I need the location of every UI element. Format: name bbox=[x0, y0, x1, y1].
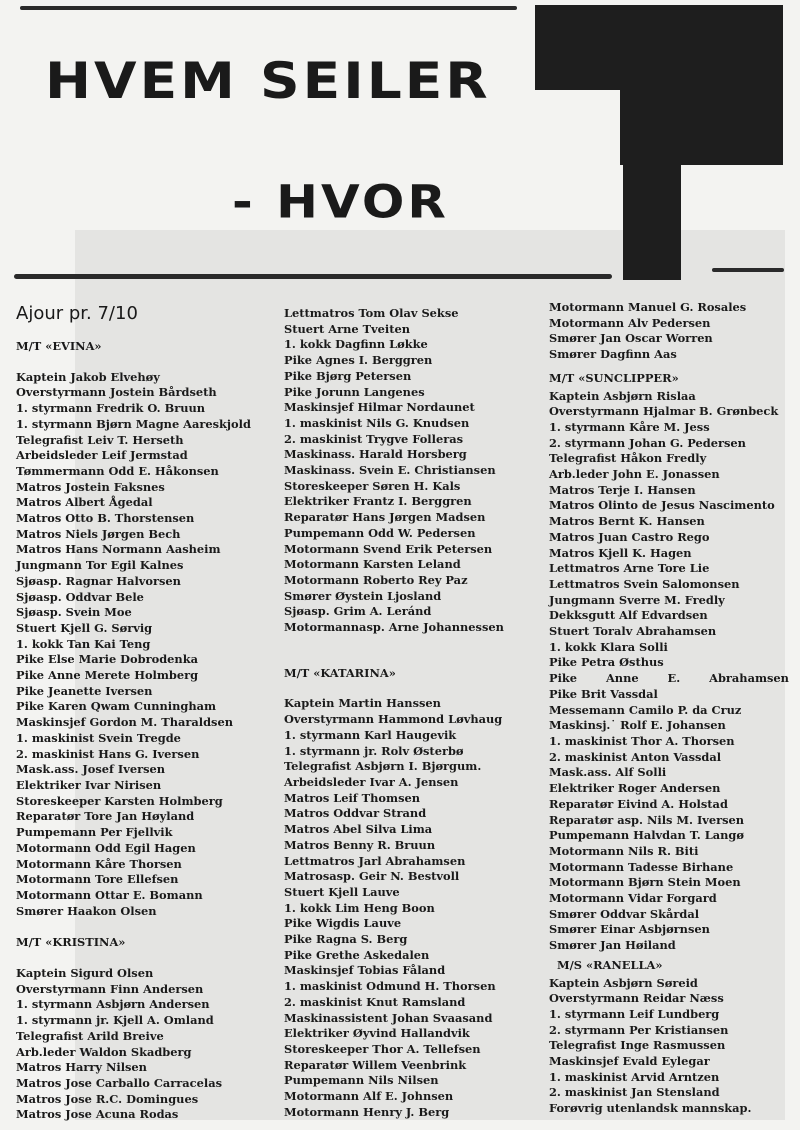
list-item: Forøvrig utenlandsk mannskap. bbox=[549, 1101, 752, 1116]
list-item: 1. styrmann jr. Kjell A. Omland bbox=[16, 1013, 214, 1028]
list-item: Overstyrmann Finn Andersen bbox=[16, 981, 204, 996]
list-item: Reparatør asp. Nils M. Iversen bbox=[549, 812, 745, 827]
list-item: 1. styrmann jr. Rolv Østerbø bbox=[284, 743, 464, 758]
list-item: Smører Haakon Olsen bbox=[16, 903, 157, 918]
list-item: Overstyrmann Hjalmar B. Grønbeck bbox=[549, 404, 779, 419]
list-item: Lettmatros Arne Tore Lie bbox=[549, 561, 710, 576]
list-item: Matros Harry Nilsen bbox=[16, 1060, 147, 1075]
list-item: Kaptein Asbjørn Rislaa bbox=[549, 388, 696, 403]
list-item-spread: Pike Anne E. Abrahamsen bbox=[549, 671, 789, 686]
list-item: Telegrafist Arild Breive bbox=[16, 1028, 164, 1043]
list-item: Motormann Odd Egil Hagen bbox=[16, 840, 196, 855]
list-item: Motormann Nils R. Biti bbox=[549, 843, 699, 858]
list-item: Maskinassistent Johan Svaasand bbox=[284, 1010, 493, 1025]
list-item: Maskinsjef Hilmar Nordaunet bbox=[284, 400, 475, 415]
list-item: Pumpemann Odd W. Pedersen bbox=[284, 525, 476, 540]
list-item: Matros Otto B. Thorstensen bbox=[16, 511, 195, 526]
list-item: Smører Jan Oscar Worren bbox=[549, 331, 713, 346]
crew-list bbox=[284, 696, 539, 1120]
list-item: Matros Terje I. Hansen bbox=[549, 482, 696, 497]
list-item: Matros Jose Carballo Carracelas bbox=[16, 1075, 222, 1090]
list-item: Overstyrmann Hammond Løvhaug bbox=[284, 712, 503, 727]
crew-list bbox=[16, 370, 278, 920]
list-item: 1. maskinist Arvid Arntzen bbox=[549, 1069, 720, 1084]
list-item: Storeskeeper Søren H. Kals bbox=[284, 478, 461, 493]
list-item: Tømmermann Odd E. Håkonsen bbox=[16, 463, 219, 478]
list-item: Motormann Tore Ellefsen bbox=[16, 872, 179, 887]
list-item: Sjøasp. Ragnar Halvorsen bbox=[16, 573, 181, 588]
page-subtitle: - HVOR bbox=[232, 176, 449, 229]
list-item: Telegrafist Asbjørn I. Bjørgum. bbox=[284, 759, 482, 774]
list-item: Elektriker Frantz I. Berggren bbox=[284, 494, 472, 509]
list-item: 1. styrmann Fredrik O. Bruun bbox=[16, 401, 206, 416]
list-item: Pumpemann Per Fjellvik bbox=[16, 825, 173, 840]
list-item: Smører Dagfinn Aas bbox=[549, 347, 677, 362]
list-item: Pike Petra Østhus bbox=[549, 655, 664, 670]
crew-list bbox=[549, 300, 794, 363]
ship-heading: M/T «KATARINA» bbox=[284, 665, 396, 680]
list-item: 2. styrmann Johan G. Pedersen bbox=[549, 435, 746, 450]
list-item: Pumpemann Nils Nilsen bbox=[284, 1073, 439, 1088]
list-item: Matros Bernt K. Hansen bbox=[549, 514, 705, 529]
list-item: Lettmatros Tom Olav Sekse bbox=[284, 306, 459, 320]
list-item: 2. maskinist Hans G. Iversen bbox=[16, 746, 200, 761]
list-item: Mask.ass. Alf Solli bbox=[549, 765, 667, 780]
list-item: Motormann Henry J. Berg bbox=[284, 1104, 450, 1119]
ship-heading: M/T «KRISTINA» bbox=[16, 935, 126, 950]
list-item: Maskinass. Svein E. Christiansen bbox=[284, 463, 496, 478]
top-rule bbox=[20, 6, 517, 10]
list-item: Kaptein Asbjørn Søreid bbox=[549, 975, 698, 990]
list-item: Maskinass. Harald Horsberg bbox=[284, 447, 467, 462]
crew-list bbox=[549, 389, 794, 672]
list-item: Matrosasp. Geir N. Bestvoll bbox=[284, 869, 460, 884]
list-item: Sjøasp. Oddvar Bele bbox=[16, 589, 144, 604]
list-item: Storeskeeper Thor A. Tellefsen bbox=[284, 1041, 481, 1056]
list-item: Smører Oddvar Skårdal bbox=[549, 906, 700, 921]
list-item: Pike Ragna S. Berg bbox=[284, 932, 408, 947]
list-item: Matros Jose Acuna Rodas bbox=[16, 1107, 179, 1122]
list-item: Telegrafist Håkon Fredly bbox=[549, 451, 707, 466]
list-item: Sjøasp. Svein Moe bbox=[16, 605, 132, 620]
title-rule bbox=[14, 274, 612, 279]
column-2 bbox=[284, 306, 539, 1120]
list-item: Pike Jeanette Iversen bbox=[16, 683, 153, 698]
logo-notch bbox=[535, 90, 620, 168]
list-item: Stuert Toralv Abrahamsen bbox=[549, 624, 717, 639]
list-item: Motormann Roberto Rey Paz bbox=[284, 572, 468, 587]
list-item: 1. maskinist Thor A. Thorsen bbox=[549, 733, 735, 748]
list-item: 1. maskinist Odmund H. Thorsen bbox=[284, 979, 496, 994]
list-item: Maskinsjef Tobias Fåland bbox=[284, 963, 446, 978]
crew-list bbox=[549, 687, 794, 954]
ship-heading: M/S «RANELLA» bbox=[557, 957, 663, 972]
list-item: Stuert Kjell Lauve bbox=[284, 884, 400, 899]
list-item: Pike Agnes I. Berggren bbox=[284, 353, 433, 368]
list-item: Pike Brit Vassdal bbox=[549, 686, 658, 701]
list-item: Pike Karen Qwam Cunningham bbox=[16, 699, 217, 714]
list-item: Motormann Manuel G. Rosales bbox=[549, 300, 747, 314]
crew-list bbox=[549, 976, 794, 1117]
title-rule-right bbox=[712, 268, 784, 272]
list-item: Pumpemann Halvdan T. Langø bbox=[549, 828, 744, 843]
list-item: Pike Grethe Askedalen bbox=[284, 947, 430, 962]
crew-list bbox=[284, 306, 539, 636]
list-item: Matros Jose R.C. Domingues bbox=[16, 1091, 199, 1106]
page-title: HVEM SEILER bbox=[45, 52, 491, 110]
list-item: Mask.ass. Josef Iversen bbox=[16, 762, 166, 777]
list-item: 1. styrmann Kåre M. Jess bbox=[549, 419, 710, 434]
list-item: Pike Else Marie Dobrodenka bbox=[16, 652, 198, 667]
list-item: Arbeidsleder Ivar A. Jensen bbox=[284, 774, 459, 789]
ship-heading: M/T «SUNCLIPPER» bbox=[549, 370, 679, 385]
list-item: 1. kokk Tan Kai Teng bbox=[16, 636, 151, 651]
list-item: Matros Albert Ågedal bbox=[16, 495, 153, 510]
list-item: Arb.leder Waldon Skadberg bbox=[16, 1044, 192, 1059]
list-item: Maskinsj.˙ Rolf E. Johansen bbox=[549, 718, 726, 733]
list-item: 2. maskinist Knut Ramsland bbox=[284, 994, 466, 1009]
list-item: Motormann Karsten Leland bbox=[284, 557, 461, 572]
list-item: Kaptein Martin Hanssen bbox=[284, 696, 441, 711]
list-item: Sjøasp. Grim A. Leránd bbox=[284, 604, 432, 619]
list-item: Lettmatros Svein Salomonsen bbox=[549, 576, 740, 591]
list-item: Kaptein Sigurd Olsen bbox=[16, 966, 154, 981]
list-item: Elektriker Øyvind Hallandvik bbox=[284, 1026, 470, 1041]
list-item: Arb.leder John E. Jonassen bbox=[549, 467, 720, 482]
list-item: Storeskeeper Karsten Holmberg bbox=[16, 793, 223, 808]
list-item: 1. styrmann Leif Lundberg bbox=[549, 1006, 720, 1021]
list-item: 1. styrmann Karl Haugevik bbox=[284, 727, 457, 742]
list-item: Messemann Camilo P. da Cruz bbox=[549, 702, 742, 717]
list-item: Pike Jorunn Langenes bbox=[284, 384, 425, 399]
list-item: Pike Anne Merete Holmberg bbox=[16, 668, 199, 683]
list-item: Smører Øystein Ljosland bbox=[284, 588, 442, 603]
list-item: Reparatør Tore Jan Høyland bbox=[16, 809, 195, 824]
list-item: Pike Bjørg Petersen bbox=[284, 368, 412, 383]
list-item: Matros Abel Silva Lima bbox=[284, 822, 433, 837]
list-item: Telegrafist Leiv T. Herseth bbox=[16, 432, 184, 447]
list-item: 1. styrmann Bjørn Magne Aareskjold bbox=[16, 416, 251, 431]
list-item: Motormann Alv Pedersen bbox=[549, 315, 711, 330]
list-item: Pike Wigdis Lauve bbox=[284, 916, 402, 931]
list-item: Matros Leif Thomsen bbox=[284, 790, 421, 805]
list-item: Jungmann Sverre M. Fredly bbox=[549, 592, 725, 607]
list-item: Motormann Tadesse Birhane bbox=[549, 859, 734, 874]
logo-stem bbox=[623, 164, 681, 280]
list-item: 2. maskinist Anton Vassdal bbox=[549, 749, 722, 764]
list-item: Stuert Kjell G. Sørvig bbox=[16, 620, 153, 635]
list-item: Overstyrmann Jostein Bårdseth bbox=[16, 385, 217, 400]
list-item: Matros Hans Normann Aasheim bbox=[16, 542, 221, 557]
list-item: Matros Kjell K. Hagen bbox=[549, 545, 692, 560]
list-item: Matros Niels Jørgen Bech bbox=[16, 526, 181, 541]
list-item: Smører Einar Asbjørnsen bbox=[549, 922, 710, 937]
list-item: Stuert Arne Tveiten bbox=[284, 321, 411, 336]
list-item: Reparatør Hans Jørgen Madsen bbox=[284, 510, 486, 525]
list-item: Smører Jan Høiland bbox=[549, 938, 676, 953]
list-item: 2. maskinist Trygve Folleras bbox=[284, 431, 463, 446]
list-item: 2. maskinist Jan Stensland bbox=[549, 1085, 720, 1100]
list-item: 1. maskinist Svein Tregde bbox=[16, 730, 181, 745]
list-item: Overstyrmann Reidar Næss bbox=[549, 991, 724, 1006]
list-item: Motormannasp. Arne Johannessen bbox=[284, 620, 504, 635]
list-item: Matros Benny R. Bruun bbox=[284, 837, 436, 852]
list-item: Motormann Bjørn Stein Moen bbox=[549, 875, 741, 890]
list-item: Kaptein Jakob Elvehøy bbox=[16, 369, 160, 384]
list-item: Motormann Vidar Forgard bbox=[549, 891, 717, 906]
list-item: Motormann Ottar E. Bomann bbox=[16, 887, 203, 902]
list-item: Arbeidsleder Leif Jermstad bbox=[16, 448, 188, 463]
list-item: Reparatør Eivind A. Holstad bbox=[549, 796, 728, 811]
ajour-date: Ajour pr. 7/10 bbox=[16, 303, 138, 324]
list-item: Reparatør Willem Veenbrink bbox=[284, 1057, 467, 1072]
list-item: 1. styrmann Asbjørn Andersen bbox=[16, 997, 210, 1012]
list-item: Motormann Kåre Thorsen bbox=[16, 856, 182, 871]
list-item: Dekksgutt Alf Edvardsen bbox=[549, 608, 708, 623]
list-item: Maskinsjef Gordon M. Tharaldsen bbox=[16, 715, 233, 730]
crew-list bbox=[16, 966, 278, 1123]
list-item: Motormann Svend Erik Petersen bbox=[284, 541, 493, 556]
list-item: Motormann Alf E. Johnsen bbox=[284, 1089, 454, 1104]
list-item: 2. styrmann Per Kristiansen bbox=[549, 1022, 729, 1037]
list-item: Matros Jostein Faksnes bbox=[16, 479, 165, 494]
list-item: Lettmatros Jarl Abrahamsen bbox=[284, 853, 466, 868]
list-item: Elektriker Roger Andersen bbox=[549, 781, 721, 796]
list-item: Matros Olinto de Jesus Nascimento bbox=[549, 498, 775, 513]
list-item: 1. maskinist Nils G. Knudsen bbox=[284, 415, 470, 430]
column-1 bbox=[16, 303, 278, 1123]
list-item: 1. kokk Dagfinn Løkke bbox=[284, 337, 428, 352]
list-item: Matros Oddvar Strand bbox=[284, 806, 427, 821]
list-item: Telegrafist Inge Rasmussen bbox=[549, 1038, 726, 1053]
list-item: 1. kokk Lim Heng Boon bbox=[284, 900, 435, 915]
list-item: 1. kokk Klara Solli bbox=[549, 639, 668, 654]
ship-heading: M/T «EVINA» bbox=[16, 339, 102, 353]
list-item: Elektriker Ivar Nirisen bbox=[16, 777, 162, 792]
list-item: Maskinsjef Evald Eylegar bbox=[549, 1054, 710, 1069]
column-3 bbox=[549, 300, 794, 1117]
list-item: Jungmann Tor Egil Kalnes bbox=[16, 558, 184, 573]
list-item: Matros Juan Castro Rego bbox=[549, 529, 710, 544]
